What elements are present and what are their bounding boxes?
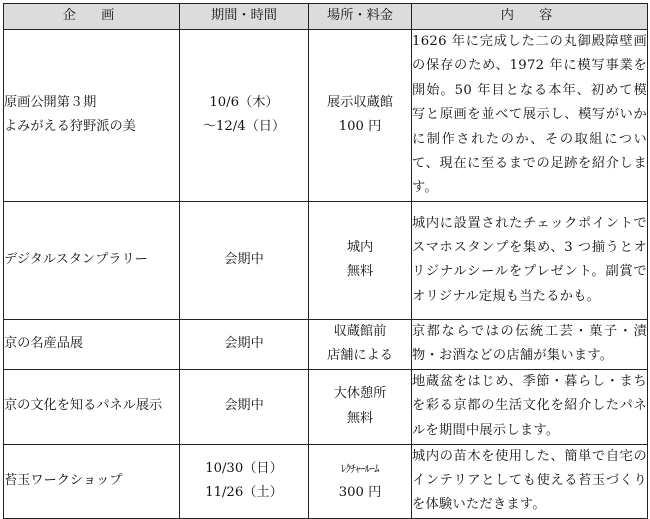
program-period bbox=[180, 444, 309, 518]
venue-line: 城内 bbox=[346, 239, 374, 255]
header-venue: 場所・料金 bbox=[309, 4, 412, 30]
table-row bbox=[4, 369, 648, 444]
fee-line: 無料 bbox=[346, 410, 374, 426]
program-name bbox=[4, 201, 180, 319]
program-venue bbox=[309, 319, 412, 369]
period-line: 会期中 bbox=[224, 398, 264, 414]
period-line: 11/26（土） bbox=[205, 485, 283, 501]
program-name-line: デジタルスタンプラリー bbox=[4, 252, 148, 268]
header-period: 期間・時間 bbox=[180, 4, 309, 30]
program-name-line: 京の文化を知るパネル展示 bbox=[4, 398, 163, 414]
header-program: 企 画 bbox=[4, 4, 180, 30]
program-venue bbox=[309, 201, 412, 319]
fee-line: 300 円 bbox=[338, 485, 382, 501]
period-line: 10/30（日） bbox=[205, 460, 283, 476]
program-name-line: 京の名産品展 bbox=[4, 336, 84, 352]
table-row bbox=[4, 30, 648, 202]
program-description: 1626 年に完成した二の丸御殿障壁画の保存のため、1972 年に模写事業を開始。50 年目となる本年、初めて模写と原画を並べて展示し、模写がいかに制作されたのか、その取組について、現在に至るまでの足跡を紹介します。 bbox=[412, 30, 648, 202]
venue-line: 展示収蔵館 bbox=[327, 95, 393, 111]
program-venue bbox=[309, 30, 412, 202]
program-period bbox=[180, 30, 309, 202]
period-line: 10/6（木） bbox=[209, 95, 279, 111]
period-line: 会期中 bbox=[224, 252, 264, 268]
program-venue bbox=[309, 369, 412, 444]
program-name bbox=[4, 444, 180, 518]
program-name bbox=[4, 30, 180, 202]
program-period bbox=[180, 319, 309, 369]
venue-line: ﾚｸﾁｬｰﾙｰﾑ bbox=[341, 462, 379, 475]
program-description: 地蔵盆をはじめ、季節・暮らし・まちを彩る京都の生活文化を紹介したパネルを期間中展示します。 bbox=[412, 369, 648, 444]
header-content: 内 容 bbox=[412, 4, 648, 30]
fee-line: 100 円 bbox=[338, 119, 382, 135]
fee-line: 無料 bbox=[346, 264, 374, 280]
fee-line: 店舗による bbox=[327, 348, 393, 364]
program-description: 城内の苗木を使用した、簡単で自宅のインテリアとしても使える苔玉づくりを体験いただきます。 bbox=[412, 444, 648, 518]
program-period bbox=[180, 369, 309, 444]
program-description: 京都ならではの伝統工芸・菓子・漬物・お酒などの店舗が集います。 bbox=[412, 319, 648, 369]
program-description: 城内に設置されたチェックポイントでスマホスタンプを集め、3 つ揃うとオリジナルシールをプレゼント。副賞でオリジナル定規も当たるかも。 bbox=[412, 201, 648, 319]
period-line: ～12/4（日） bbox=[202, 119, 286, 135]
program-venue bbox=[309, 444, 412, 518]
program-name-line: よみがえる狩野派の美 bbox=[4, 119, 136, 135]
program-name bbox=[4, 319, 180, 369]
venue-line: 大休憩所 bbox=[333, 386, 387, 402]
table-row bbox=[4, 319, 648, 369]
program-name-line: 苔玉ワークショップ bbox=[4, 473, 123, 489]
program-name-line: 原画公開第３期 bbox=[4, 95, 97, 111]
table-row bbox=[4, 444, 648, 518]
period-line: 会期中 bbox=[224, 336, 264, 352]
header-row bbox=[4, 4, 648, 30]
program-period bbox=[180, 201, 309, 319]
table-row bbox=[4, 201, 648, 319]
event-schedule-table bbox=[3, 3, 648, 519]
venue-line: 収蔵館前 bbox=[333, 323, 387, 339]
program-name bbox=[4, 369, 180, 444]
